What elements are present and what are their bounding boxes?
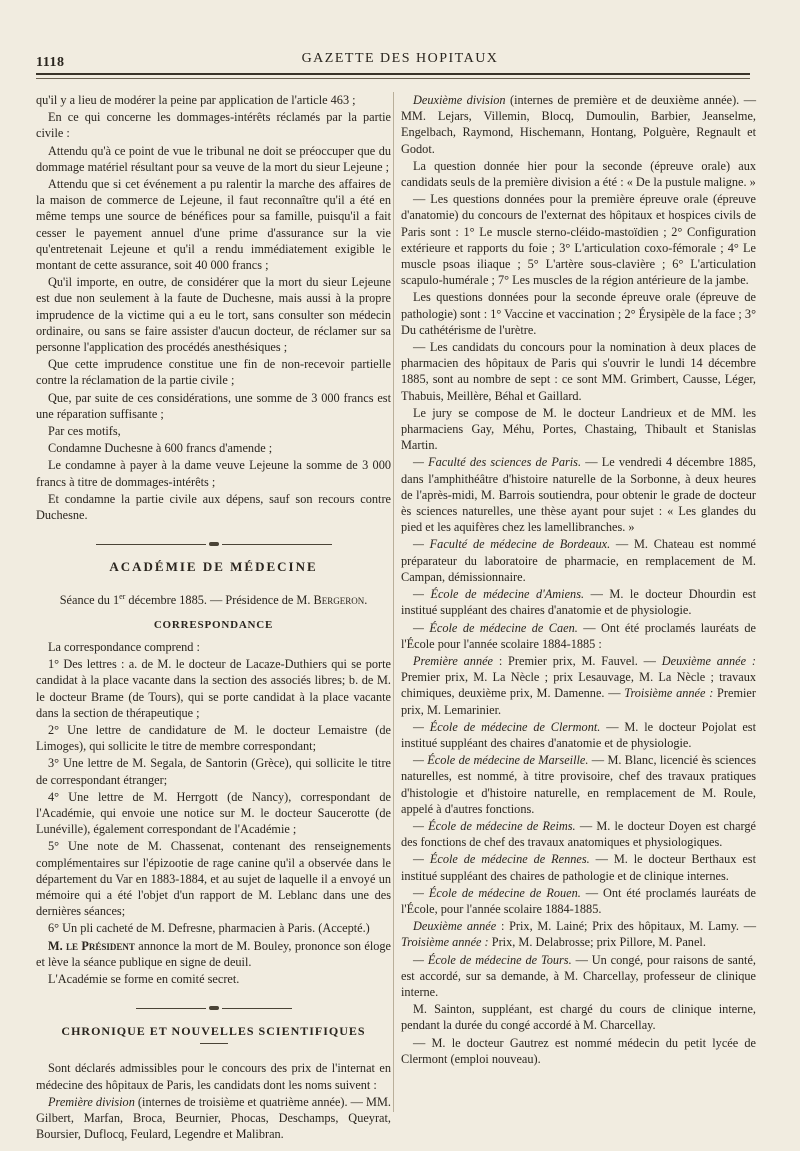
short-rule (200, 1043, 228, 1044)
paragraph: — École de médecine de Clermont. — M. le docteur Pojolat est institué suppléant des chaires d'anatomie et de physiologie. (401, 719, 756, 750)
paragraph: Deuxième année : Prix, M. Lainé; Prix des hôpitaux, M. Lamy. — Troisième année : Prix, M. Delabrosse; prix Pillore, M. Panel. (401, 919, 756, 950)
paragraph: — Faculté des sciences de Paris. — Le vendredi 4 décembre 1885, dans l'amphithéâtre d'histoire naturelle de la Sorbonne, à deux heures de l'après-midi, M. Barrois soutiendra, pour obtenir le grade de docteur ès sciences naturelles, une thèse ayant pour sujet : « Les glandes du pied et les aquifères chez les lamellibranches. » (401, 455, 756, 535)
ornament-divider (36, 999, 391, 1009)
paragraph: Par ces motifs, (48, 424, 121, 439)
paragraph: — École de médecine de Reims. — M. le docteur Doyen est chargé des fonctions de chef des travaux anatomiques et physiologiques. (401, 818, 757, 850)
paragraph: Attendu qu'à ce point de vue le tribunal ne doit se préoccuper que du dommage matériel résultant pour sa veuve de la mort du sieur Lejeune ; (36, 143, 391, 174)
seance-line: Séance du 1er décembre 1885. — Présidence de M. Bergeron. (59, 592, 368, 608)
paragraph: Que, par suite de ces considérations, une somme de 3 000 francs est une réparation suffisante ; (36, 390, 391, 421)
paragraph: — Les questions données pour la première épreuve orale (épreuve d'anatomie) du concours de l'externat des hôpitaux et hospices civils de Paris sont : 1° Le muscle sterno-cléido-mastoïdien ; 2° Configuration extérieure et rapports du foie ; 3° L'articulation coxo-fémorale ; 4° Le muscle psoas iliaque ; 5° L'artère sous-clavière ; 6° L'articulation scapulo-humérale ; 7° Les muscles de la région antérieure de la jambe. (401, 192, 756, 288)
paragraph: Attendu que si cet événement a pu ralentir la marche des affaires de la maison de commerce de Lejeune, il faut reconnaître qu'il a été en même temps une source de bénéfices pour sa famille, puisqu'il a fait cesser le payement annuel d'une prime d'assurance sur la vie qu'entretenait Lejeune et qu'il a rendu immédiatement exigible le montant de cette assurance, soit 40 000 francs ; (36, 177, 391, 273)
paragraph: Qu'il importe, en outre, de considérer que la mort du sieur Lejeune est due non seulement à la faute de Duchesne, mais aussi à la propre imprudence de la victime qui a eu le tort, sans consulter son médecin ordinaire, ou sans se faire assister d'aucun docteur, de réclamer sur sa personne l'application des procédés anesthésiques ; (36, 275, 391, 355)
paragraph: — M. le docteur Gautrez est nommé médecin du petit lycée de Clermont (emploi nouveau). (401, 1035, 756, 1066)
header-rule-thick (36, 73, 750, 75)
running-title: GAZETTE DES HOPITAUX (301, 51, 499, 66)
paragraph: Le condamne à payer à la dame veuve Lejeune la somme de 3 000 francs à titre de dommages-intérêts ; (36, 458, 391, 489)
column-divider (393, 92, 394, 1112)
ornament-divider (36, 535, 391, 545)
paragraph: — École de médecine de Marseille. — M. Blanc, licencié ès sciences naturelles, est nommé, à titre provisoire, chef des travaux pratiques d'histologie et d'histoire naturelle, en remplacement de M. Roule, appelé à d'autres fonctions. (401, 753, 757, 816)
paragraph: Et condamne la partie civile aux dépens, sauf son recours contre Duchesne. (36, 491, 391, 523)
paragraph: — École de médecine de Tours. — Un congé, pour raisons de santé, est accordé, sur sa demande, à M. Charcellay, professeur de clinique interne. (401, 952, 756, 999)
paragraph: — Faculté de médecine de Bordeaux. — M. Chateau est nommé préparateur du laboratoire de pharmacie, en remplacement de M. Campan, démissionnaire. (401, 537, 756, 584)
list-item: 6° Un pli cacheté de M. Defresne, pharmacien à Paris. (Accepté.) (48, 921, 370, 936)
paragraph: Le jury se compose de M. le docteur Landrieux et de MM. les pharmaciens Gay, Méhu, Portes, Chastaing, Thibault et Stanislas Martin. (401, 405, 756, 453)
right-column (401, 92, 756, 1068)
paragraph: M. le Président annonce la mort de M. Bouley, prononce son éloge et lève la séance publique en signe de deuil. (36, 938, 391, 969)
paragraph: Première division (internes de troisième et quatrième année). — MM. Gilbert, Marfan, Broca, Beurnier, Phocas, Deschamps, Queyrat, Boursier, Duflocq, Feulard, Legendre et Malibran. (36, 1094, 391, 1142)
section-title-academie: ACADÉMIE DE MÉDECINE (109, 559, 318, 575)
paragraph: La correspondance comprend : (48, 639, 200, 654)
paragraph: L'Académie se forme en comité secret. (48, 972, 240, 987)
paragraph: — École de médecine de Caen. — Ont été proclamés lauréats de l'École pour l'année scolaire 1884-1885 : (401, 620, 756, 651)
paragraph: Les questions données pour la seconde épreuve orale (épreuve de pathologie) sont : 1° Vaccine et vaccination ; 2° Érysipèle de la face ; 3° Du cathétérisme de l'urètre. (401, 290, 756, 337)
section-title-chronique: CHRONIQUE ET NOUVELLES SCIENTIFIQUES (61, 1024, 366, 1039)
paragraph: La question donnée hier pour la seconde (épreuve orale) aux candidats seuls de la première division a été : « De la pustule maligne. » (401, 158, 756, 190)
list-item: 4° Une lettre de M. Herrgott (de Nancy), correspondant de l'Académie, qui envoie une notice sur M. le docteur Saucerotte (de Lunéville), également correspondant de l'Académie ; (36, 789, 391, 837)
paragraph: M. Sainton, suppléant, est chargé du cours de clinique interne, pendant la durée du congé accordé à M. Charcellay. (401, 1002, 756, 1033)
header-rule-thin (36, 78, 750, 79)
paragraph: En ce qui concerne les dommages-intérêts réclamés par la partie civile : (36, 110, 391, 141)
paragraph: — Les candidats du concours pour la nomination à deux places de pharmacien des hôpitaux de Paris qui s'ouvrir le lundi 14 décembre 1885, sont au nombre de sept : ce sont MM. Grimbert, Causse, Léger, Thabuis, Meillère, Béhal et Gaillard. (401, 340, 756, 403)
paragraph: — École de médecine de Rennes. — M. le docteur Berthaux est institué suppléant des chaires de pathologie et de clinique internes. (401, 852, 756, 883)
page-number: 1118 (36, 55, 65, 70)
paragraph: qu'il y a lieu de modérer la peine par application de l'article 463 ; (36, 93, 356, 107)
list-item: 1° Des lettres : a. de M. le docteur de Lacaze-Duthiers qui se porte candidat à la place vacante dans la section des associés libres; b. de M. le docteur Brame (de Tours), qui se porte candidat à la place vacante dans la section de thérapeutique ; (36, 657, 391, 720)
paragraph: Deuxième division (internes de première et de deuxième année). — MM. Lejars, Villemin, Blocq, Dumoulin, Barbier, Jeanselme, Engelbach, Raymond, Hischemann, Hontang, Polguère, Regnault et Godot. (401, 93, 756, 156)
list-item: 5° Une note de M. Chassenat, contenant des renseignements complémentaires sur l'épizootie de rage canine qu'il a observée dans le département du Var en 1883-1884, et au sujet de laquelle il a envoyé un mémoire qui a été l'objet d'un rapport de M. Leblanc dans une des dernières séances; (36, 839, 391, 919)
paragraph: — École de médecine de Rouen. — Ont été proclamés lauréats de l'École, pour l'année scolaire 1884-1885. (401, 885, 756, 916)
paragraph: Première année : Premier prix, M. Fauvel. — Deuxième année : Premier prix, M. La Nècle ; prix Lesauvage, M. La Nècle ; travaux chimiques, deuxième prix, M. Damenne. — Troisième année : Premier prix, M. Lemarinier. (401, 653, 756, 717)
subsection-title-correspondance: CORRESPONDANCE (153, 618, 274, 631)
paragraph: — École de médecine d'Amiens. — M. le docteur Dhourdin est institué suppléant des chaires d'anatomie et de physiologie. (401, 587, 757, 618)
paragraph: Sont déclarés admissibles pour le concours des prix de l'internat en médecine des hôpitaux de Paris, les candidats dont les noms suivent : (36, 1061, 391, 1092)
paragraph: Condamne Duchesne à 600 francs d'amende ; (48, 441, 273, 456)
left-column (36, 92, 391, 1143)
paragraph: Que cette imprudence constitue une fin de non-recevoir partielle contre la réclamation de la partie civile ; (36, 357, 391, 388)
list-item: 3° Une lettre de M. Segala, de Santorin (Grèce), qui sollicite le titre de correspondant étranger; (36, 756, 391, 787)
list-item: 2° Une lettre de candidature de M. le docteur Lemaistre (de Limoges), qui sollicite le titre de membre correspondant; (36, 723, 391, 754)
